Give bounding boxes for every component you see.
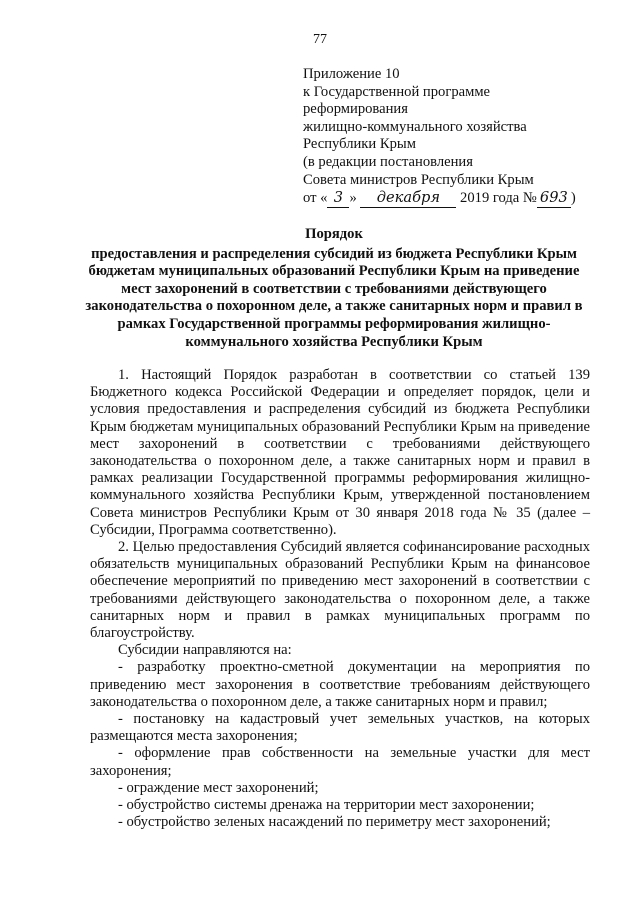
page-number: 77: [313, 32, 327, 47]
title-heading: Порядок: [305, 226, 363, 242]
handwritten-day: 3: [327, 189, 349, 208]
document-title: [84, 226, 584, 351]
list-item: - обустройство зеленых насаждений по периметру мест захоронений;: [118, 814, 551, 831]
appendix-line: (в редакции постановления: [303, 153, 473, 170]
date-year: 2019 года №: [460, 190, 537, 207]
appendix-line: реформирования: [303, 101, 408, 118]
appendix-line: Совета министров Республики Крым: [303, 171, 534, 188]
list-item: - разработку проектно-сметной документации на мероприятия по приведению мест захоронения в соответствие требованиям действующего законодательства о похоронном деле, а также санитарных норм и правил;: [90, 659, 590, 710]
paragraph: 1. Настоящий Порядок разработан в соответствии со статьей 139 Бюджетного кодекса Российской Федерации и определяет порядок, цели и условия предоставления и распределения субсидий из бюджета Республики Крым бюджетам муниципальных образований Республики Крым на приведение мест захоронений в соответствии с требованиями действующего законодательства о похоронном деле, а также санитарных норм и правил в рамках реализации Государственной программы реформирования жилищно-коммунального хозяйства Республики Крым, утвержденной постановлением Совета министров Республики Крым от 30 января 2018 года № 35 (далее – Субсидии, Программа соответственно).: [90, 367, 590, 538]
list-item: - постановку на кадастровый учет земельных участков, на которых размещаются места захоронения;: [90, 711, 590, 745]
appendix-line: к Государственной программе: [303, 83, 491, 100]
list-item: - оформление прав собственности на земельные участки для мест захоронения;: [90, 745, 590, 779]
paragraph: Субсидии направляются на:: [118, 642, 292, 659]
date-separator: »: [349, 190, 357, 207]
appendix-line: Республики Крым: [303, 136, 416, 153]
appendix-line: жилищно-коммунального хозяйства: [303, 118, 527, 135]
title-subtitle: предоставления и распределения субсидий из бюджета Республики Крым бюджетам муниципальных образований Республики Крым на приведение мест захоронений в соответствии с требованиями действующего законодательства о похоронном деле, а также санитарных норм и правил в рамках Государственной программы реформирования жилищно-коммунального хозяйства Республики Крым: [85, 245, 583, 350]
handwritten-month: декабря: [360, 189, 456, 208]
list-item: - обустройство системы дренажа на территории мест захоронении;: [118, 797, 535, 814]
paragraph: 2. Целью предоставления Субсидий является софинансирование расходных обязательств муниципальных образований Республики Крым на финансовое обеспечение мероприятий по приведению мест захоронений в соответствии с требованиями действующего законодательства о похоронном деле, а также санитарных норм и правил в рамках муниципальных программ по благоустройству.: [90, 539, 590, 642]
date-close: ): [570, 190, 576, 207]
list-item: - ограждение мест захоронений;: [118, 779, 319, 796]
appendix-header: [303, 66, 603, 208]
handwritten-number: 693: [537, 189, 571, 208]
appendix-date-line: [303, 189, 603, 208]
appendix-line: Приложение 10: [303, 66, 400, 82]
document-body: [90, 367, 590, 831]
date-prefix: от «: [303, 190, 328, 207]
